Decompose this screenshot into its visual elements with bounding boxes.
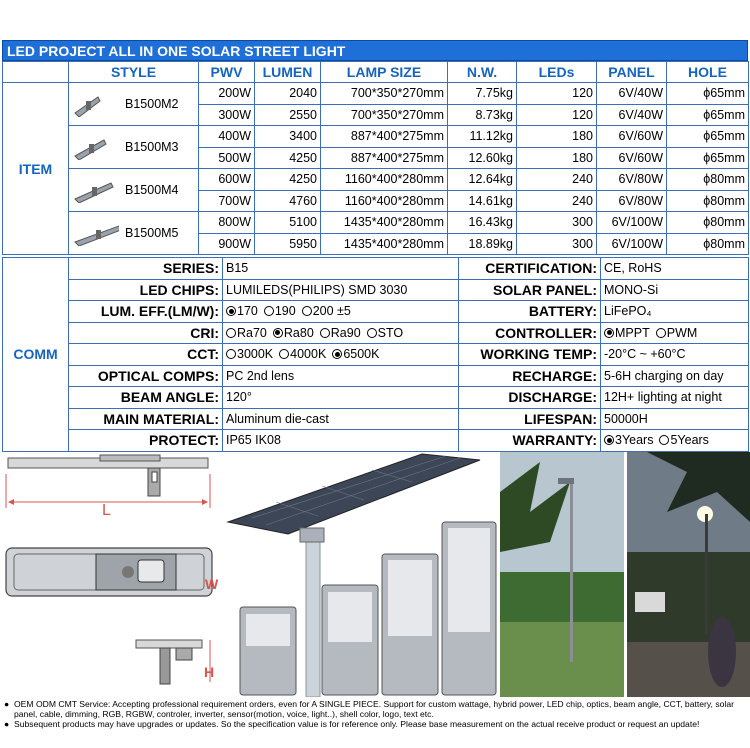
style-cell xyxy=(69,169,199,212)
optical-value: PC 2nd lens xyxy=(223,365,459,387)
spec-row xyxy=(3,212,749,234)
header-hole: HOLE xyxy=(667,62,749,83)
discharge-label: DISCHARGE: xyxy=(459,387,601,409)
lum-eff-options xyxy=(223,301,459,323)
series-label: SERIES: xyxy=(69,258,223,280)
cell-hole: ϕ80mm xyxy=(667,233,749,255)
working-temp-label: WORKING TEMP: xyxy=(459,344,601,366)
controller-options xyxy=(601,322,749,344)
cell-nw: 18.89kg xyxy=(448,233,517,255)
controller-label: CONTROLLER: xyxy=(459,322,601,344)
controller-option-label: MPPT xyxy=(615,325,650,340)
cri-option-label: Ra90 xyxy=(330,325,361,340)
comm-row xyxy=(3,279,749,301)
cell-hole: ϕ65mm xyxy=(667,147,749,169)
controller-option-label: PWM xyxy=(666,325,698,340)
cct-option[interactable] xyxy=(226,347,273,361)
cell-panel: 6V/40W xyxy=(597,104,667,126)
lifespan-label: LIFESPAN: xyxy=(459,408,601,430)
lamp-thumbnail-icon xyxy=(73,134,119,160)
battery-value: LiFePO₄ xyxy=(601,301,749,323)
product-render xyxy=(222,452,500,697)
footnotes xyxy=(4,699,748,729)
cell-nw: 12.60kg xyxy=(448,147,517,169)
cell-hole: ϕ65mm xyxy=(667,104,749,126)
header-pwv: PWV xyxy=(199,62,255,83)
cell-lumen: 5100 xyxy=(255,212,321,234)
comm-section-label: COMM xyxy=(3,258,69,452)
cell-hole: ϕ80mm xyxy=(667,190,749,212)
common-spec-table xyxy=(2,257,749,452)
cell-leds: 180 xyxy=(517,147,597,169)
model-spec-table xyxy=(2,61,749,255)
cri-option[interactable] xyxy=(273,326,314,340)
radio-icon[interactable] xyxy=(264,306,274,316)
cell-pwv: 500W xyxy=(199,147,255,169)
protect-value: IP65 IK08 xyxy=(223,430,459,452)
comm-row xyxy=(3,430,749,452)
cell-lamp-size: 887*400*275mm xyxy=(321,126,448,148)
cell-nw: 7.75kg xyxy=(448,83,517,105)
bullet-icon: ● xyxy=(4,699,10,709)
dim-w-label: W xyxy=(205,576,218,592)
optical-label: OPTICAL COMPS: xyxy=(69,365,223,387)
cell-panel: 6V/60W xyxy=(597,126,667,148)
cell-nw: 8.73kg xyxy=(448,104,517,126)
cell-nw: 16.43kg xyxy=(448,212,517,234)
controller-option[interactable] xyxy=(604,326,650,340)
dim-h-label: H xyxy=(204,664,215,680)
certification-label: CERTIFICATION: xyxy=(459,258,601,280)
cell-pwv: 900W xyxy=(199,233,255,255)
cell-lumen: 3400 xyxy=(255,126,321,148)
spec-row xyxy=(3,126,749,148)
radio-icon[interactable] xyxy=(273,328,283,338)
comm-row xyxy=(3,301,749,323)
solar-panel-label: SOLAR PANEL: xyxy=(459,279,601,301)
cell-panel: 6V/100W xyxy=(597,212,667,234)
cct-option-label: 3000K xyxy=(237,347,274,362)
beam-value: 120° xyxy=(223,387,459,409)
cell-hole: ϕ80mm xyxy=(667,212,749,234)
comm-row xyxy=(3,408,749,430)
spec-row xyxy=(3,83,749,105)
radio-icon[interactable] xyxy=(656,328,666,338)
lum-eff-label: LUM. EFF.(LM/W): xyxy=(69,301,223,323)
radio-icon[interactable] xyxy=(226,349,236,359)
cell-hole: ϕ80mm xyxy=(667,169,749,191)
cct-label: CCT: xyxy=(69,344,223,366)
material-value: Aluminum die-cast xyxy=(223,408,459,430)
warranty-option-label: 5Years xyxy=(670,433,709,448)
header-blank xyxy=(3,62,69,83)
cell-lumen: 2550 xyxy=(255,104,321,126)
lum-eff-option[interactable] xyxy=(264,304,296,318)
cell-nw: 12.64kg xyxy=(448,169,517,191)
cri-option[interactable] xyxy=(226,326,267,340)
note-oem: OEM ODM CMT Service: Accepting professional requirement orders, even for A SINGLE PIECE. Support for custom wattage, hybrid power, LED chip, optics, beam angle, CCT, battery, solar panel, cable, dimming, RGB, RGBW, controler, inverter, sensor(motion, voice, light..), shell color, logo, text etc. xyxy=(14,699,734,719)
lamp-thumbnail-icon xyxy=(73,177,119,203)
working-temp-value: -20°C ~ +60°C xyxy=(601,344,749,366)
cell-pwv: 300W xyxy=(199,104,255,126)
cell-lumen: 4760 xyxy=(255,190,321,212)
cell-pwv: 800W xyxy=(199,212,255,234)
cell-pwv: 700W xyxy=(199,190,255,212)
cell-pwv: 400W xyxy=(199,126,255,148)
radio-icon[interactable] xyxy=(320,328,330,338)
cell-leds: 240 xyxy=(517,190,597,212)
comm-row xyxy=(3,322,749,344)
cri-option-label: Ra80 xyxy=(283,325,314,340)
cell-lamp-size: 1435*400*280mm xyxy=(321,233,448,255)
header-lamp_size: LAMP SIZE xyxy=(321,62,448,83)
lum-eff-option-label: 190 xyxy=(274,304,296,319)
warranty-option[interactable] xyxy=(604,433,653,447)
cct-options xyxy=(223,344,459,366)
dim-l-label: L xyxy=(102,502,111,519)
cri-option[interactable] xyxy=(320,326,361,340)
series-value: B15 xyxy=(223,258,459,280)
lum-eff-option-label: 170 xyxy=(237,304,258,319)
cri-option[interactable] xyxy=(367,326,403,340)
style-cell xyxy=(69,212,199,255)
material-label: MAIN MATERIAL: xyxy=(69,408,223,430)
controller-option[interactable] xyxy=(656,326,698,340)
style-model-name: B1500M3 xyxy=(125,140,179,154)
cell-pwv: 200W xyxy=(199,83,255,105)
cell-nw: 11.12kg xyxy=(448,126,517,148)
cell-lamp-size: 700*350*270mm xyxy=(321,104,448,126)
lum-eff-option[interactable] xyxy=(302,304,351,318)
radio-icon[interactable] xyxy=(226,328,236,338)
recharge-label: RECHARGE: xyxy=(459,365,601,387)
cell-leds: 300 xyxy=(517,212,597,234)
install-photo-night xyxy=(627,452,750,697)
radio-icon[interactable] xyxy=(302,306,312,316)
install-photo-day xyxy=(500,452,624,697)
header-panel: PANEL xyxy=(597,62,667,83)
cell-lumen: 2040 xyxy=(255,83,321,105)
cct-option[interactable] xyxy=(279,347,326,361)
style-cell xyxy=(69,126,199,169)
style-model-name: B1500M2 xyxy=(125,97,179,111)
led-chips-value: LUMILEDS(PHILIPS) SMD 3030 xyxy=(223,279,459,301)
cri-option-label: Ra70 xyxy=(237,325,267,340)
cell-hole: ϕ65mm xyxy=(667,126,749,148)
lamp-thumbnail-icon xyxy=(73,91,119,117)
solar-panel-value: MONO-Si xyxy=(601,279,749,301)
cell-leds: 300 xyxy=(517,233,597,255)
cell-nw: 14.61kg xyxy=(448,190,517,212)
style-model-name: B1500M5 xyxy=(125,226,179,240)
item-section-label: ITEM xyxy=(3,83,69,255)
discharge-value: 12H+ lighting at night xyxy=(601,387,749,409)
cell-panel: 6V/80W xyxy=(597,190,667,212)
cell-lumen: 4250 xyxy=(255,147,321,169)
cct-option-label: 4000K xyxy=(290,347,327,362)
header-style: STYLE xyxy=(69,62,199,83)
cct-option[interactable] xyxy=(332,347,379,361)
led-chips-label: LED CHIPS: xyxy=(69,279,223,301)
warranty-options xyxy=(601,430,749,452)
dimension-drawing xyxy=(0,452,218,697)
radio-icon[interactable] xyxy=(367,328,377,338)
page-title: LED PROJECT ALL IN ONE SOLAR STREET LIGHT xyxy=(2,40,748,61)
cell-leds: 120 xyxy=(517,83,597,105)
cell-lumen: 5950 xyxy=(255,233,321,255)
lifespan-value: 50000H xyxy=(601,408,749,430)
cri-options xyxy=(223,322,459,344)
cri-label: CRI: xyxy=(69,322,223,344)
cell-leds: 180 xyxy=(517,126,597,148)
comm-row xyxy=(3,258,749,280)
recharge-value: 5-6H charging on day xyxy=(601,365,749,387)
lamp-lineup xyxy=(240,522,496,695)
cell-leds: 240 xyxy=(517,169,597,191)
radio-icon[interactable] xyxy=(659,435,669,445)
radio-icon[interactable] xyxy=(604,328,614,338)
cell-lamp-size: 1435*400*280mm xyxy=(321,212,448,234)
style-model-name: B1500M4 xyxy=(125,183,179,197)
cct-option-label: 6500K xyxy=(343,347,380,362)
battery-label: BATTERY: xyxy=(459,301,601,323)
cell-lamp-size: 887*400*275mm xyxy=(321,147,448,169)
warranty-option-label: 3Years xyxy=(615,433,654,448)
comm-row xyxy=(3,344,749,366)
header-leds: LEDs xyxy=(517,62,597,83)
comm-row xyxy=(3,387,749,409)
header-nw: N.W. xyxy=(448,62,517,83)
spec-header-row xyxy=(3,62,749,83)
cell-panel: 6V/40W xyxy=(597,83,667,105)
radio-icon[interactable] xyxy=(226,306,236,316)
style-cell xyxy=(69,83,199,126)
lamp-thumbnail-icon xyxy=(73,220,119,246)
cell-pwv: 600W xyxy=(199,169,255,191)
warranty-option[interactable] xyxy=(659,433,708,447)
cell-panel: 6V/100W xyxy=(597,233,667,255)
comm-row xyxy=(3,365,749,387)
radio-icon[interactable] xyxy=(279,349,289,359)
note-update: Subsequent products may have upgrades or updates. So the specification value is for reference only. Please base measurement on the actual receive product or request an update! xyxy=(14,719,700,729)
bullet-icon: ● xyxy=(4,719,10,729)
header-lumen: LUMEN xyxy=(255,62,321,83)
cell-lamp-size: 1160*400*280mm xyxy=(321,190,448,212)
cell-panel: 6V/80W xyxy=(597,169,667,191)
radio-icon[interactable] xyxy=(332,349,342,359)
cell-panel: 6V/60W xyxy=(597,147,667,169)
lum-eff-option[interactable] xyxy=(226,304,258,318)
cell-lumen: 4250 xyxy=(255,169,321,191)
lum-eff-option-label: 200 ±5 xyxy=(312,304,351,319)
spec-row xyxy=(3,169,749,191)
radio-icon[interactable] xyxy=(604,435,614,445)
certification-value: CE, RoHS xyxy=(601,258,749,280)
cell-hole: ϕ65mm xyxy=(667,83,749,105)
cell-lamp-size: 700*350*270mm xyxy=(321,83,448,105)
warranty-label: WARRANTY: xyxy=(459,430,601,452)
cri-option-label: STO xyxy=(377,325,404,340)
cell-lamp-size: 1160*400*280mm xyxy=(321,169,448,191)
beam-label: BEAM ANGLE: xyxy=(69,387,223,409)
cell-leds: 120 xyxy=(517,104,597,126)
protect-label: PROTECT: xyxy=(69,430,223,452)
